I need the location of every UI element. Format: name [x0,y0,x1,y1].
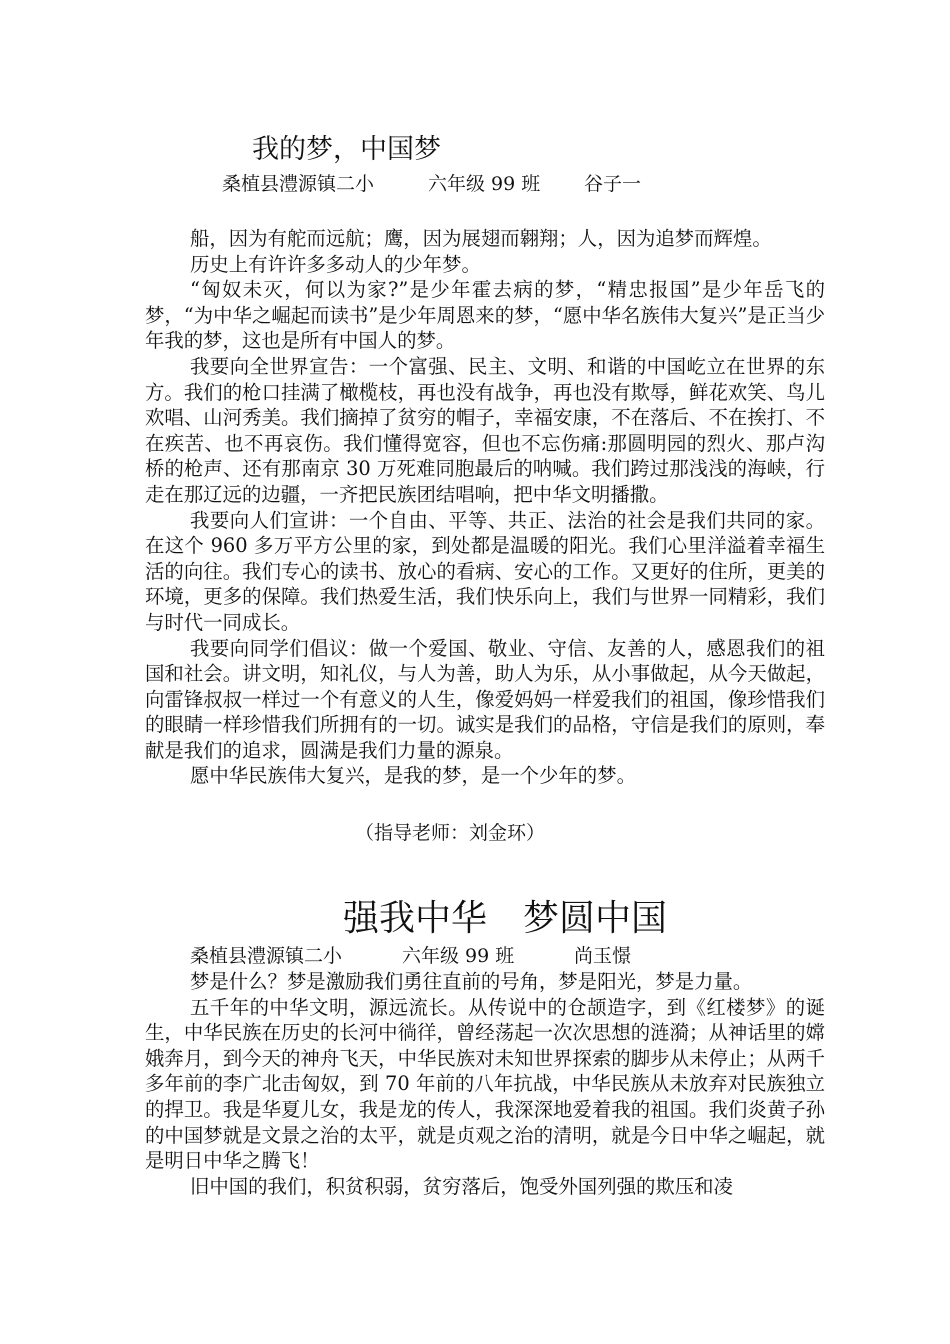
essay-2-body [145,969,825,1199]
essay-1-paragraph: “匈奴未灭，何以为家?”是少年霍去病的梦，“精忠报国”是少年岳飞的梦，“为中华之崛起而读书”是少年周恩来的梦，“愿中华名族伟大复兴”是正当少年我的梦，这也是所有中国人的梦。 [145,278,825,353]
essay-1-byline [222,170,641,198]
essay-2-title: 强我中华 梦圆中国 [343,898,668,939]
essay-1-paragraph: 我要向同学们倡议：做一个爱国、敬业、守信、友善的人，感恩我们的祖国和社会。讲文明，知礼仪，与人为善，助人为乐，从小事做起，从今天做起，向雷锋叔叔一样过一个有意义的人生，像爱妈妈一样爱我们的祖国，像珍惜我们的眼睛一样珍惜我们所拥有的一切。诚实是我们的品格，守信是我们的原则，奉献是我们的追求，圆满是我们力量的源泉。 [145,636,825,762]
essay-2-grade: 六年级 99 班 [402,945,515,967]
essay-1-paragraph: 船，因为有舵而远航；鹰，因为展翅而翱翔；人，因为追梦而辉煌。 [190,227,772,250]
essay-1-title: 我的梦，中国梦 [252,134,441,165]
essay-2-byline [190,942,631,970]
essay-1-paragraph: 历史上有许许多多动人的少年梦。 [190,252,481,276]
essay-2-school: 桑植县澧源镇二小 [190,945,343,967]
essay-1-school: 桑植县澧源镇二小 [222,173,375,195]
essay-1-paragraph: 我要向人们宣讲：一个自由、平等、共正、法治的社会是我们共同的家。在这个 960 多万平方公里的家，到处都是温暖的阳光。我们心里洋溢着幸福生活的向往。我们专心的读书、放心的看病、安心的工作。又更好的住所，更美的环境，更多的保障。我们热爱生活，我们快乐向上，我们与世界一同精彩，我们与时代一同成长。 [145,508,825,634]
essay-1-advisor: （指导老师：刘金环） [355,822,546,844]
essay-1-body [145,226,825,789]
essay-1-author: 谷子一 [584,173,642,195]
essay-2-paragraph: 梦是什么？梦是激励我们勇往直前的号角，梦是阳光，梦是力量。 [190,970,753,993]
essay-2-paragraph: 旧中国的我们，积贫积弱，贫穷落后，饱受外国列强的欺压和凌 [190,1174,733,1198]
essay-1-paragraph: 我要向全世界宣告：一个富强、民主、文明、和谐的中国屹立在世界的东方。我们的枪口挂满了橄榄枝，再也没有战争，再也没有欺辱，鲜花欢笑、鸟儿欢唱、山河秀美。我们摘掉了贫穷的帽子，幸福安康，不在落后、不在挨打、不在疾苦、也不再哀伤。我们懂得宽容，但也不忘伤痛:那圆明园的烈火、那卢沟桥的枪声、还有那南京 30 万死难同胞最后的呐喊。我们跨过那浅浅的海峡，行走在那辽远的边疆，一齐把民族团结唱响，把中华文明播撒。 [145,354,825,506]
essay-1-grade: 六年级 99 班 [428,173,541,195]
essay-1-paragraph: 愿中华民族伟大复兴，是我的梦，是一个少年的梦。 [190,764,636,788]
essay-2-paragraph: 五千年的中华文明，源远流长。从传说中的仓颉造字，到《红楼梦》的诞生，中华民族在历史的长河中徜徉，曾经荡起一次次思想的涟漪；从神话里的嫦娥奔月，到今天的神舟飞天，中华民族对未知世界探索的脚步从未停止；从两千多年前的李广北击匈奴，到 70 年前的八年抗战，中华民族从未放弃对民族独立的捍卫。我是华夏儿女，我是龙的传人，我深深地爱着我的祖国。我们炎黄子孙的中国梦就是文景之治的太平，就是贞观之治的清明，就是今日中华之崛起，就是明日中华之腾飞！ [145,995,825,1173]
essay-2-author: 尚玉憬 [574,945,632,967]
